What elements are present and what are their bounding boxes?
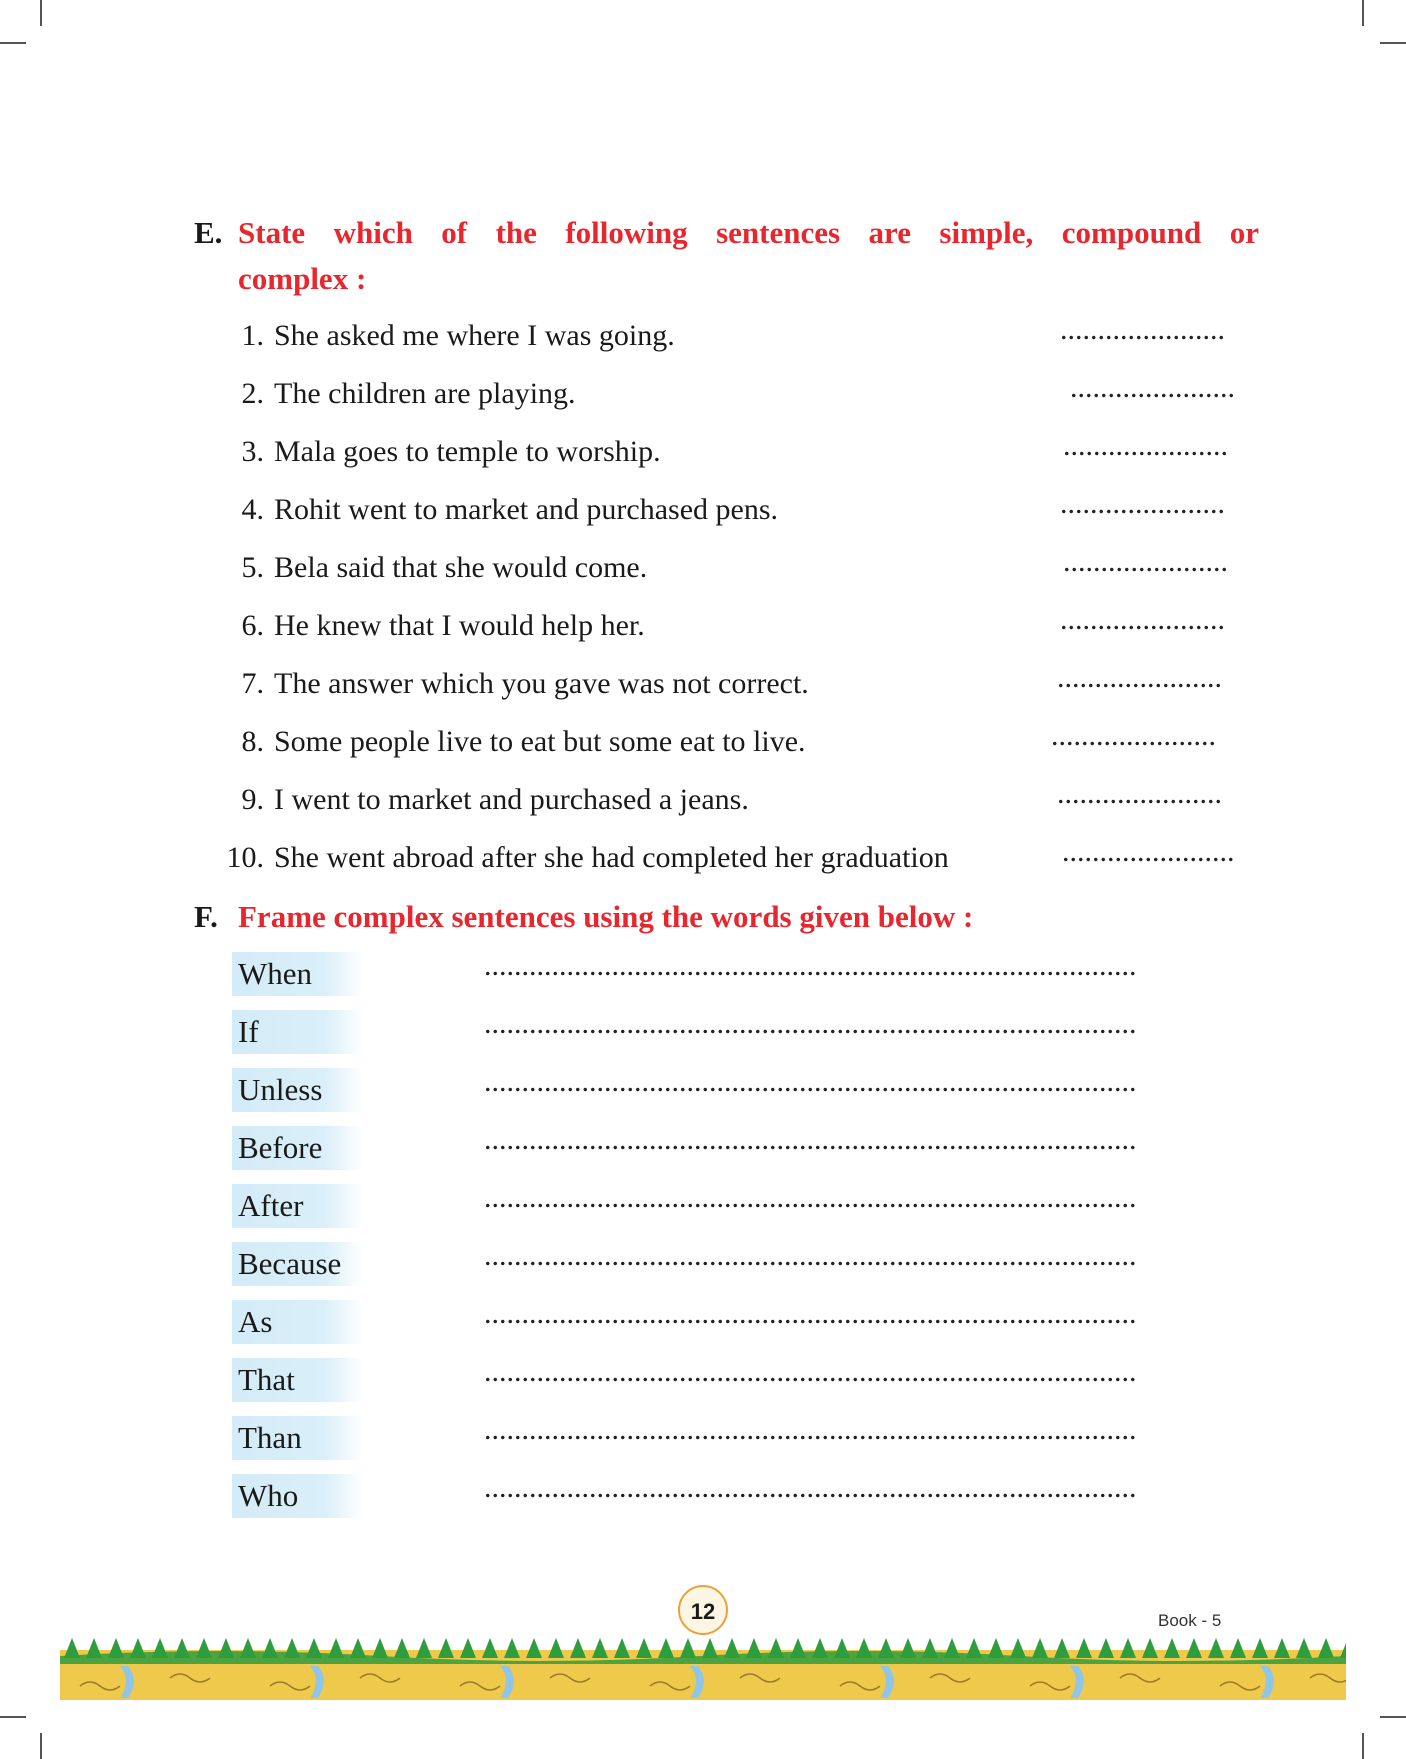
page-number: 12 [678, 1585, 728, 1635]
tree-icon [636, 1638, 652, 1658]
tree-icon [86, 1638, 102, 1658]
answer-blank[interactable]: ....................... [1062, 835, 1235, 868]
crop-mark-top-left-v [40, 0, 42, 26]
answer-blank[interactable]: ...................... [1060, 487, 1225, 520]
tree-icon [746, 1638, 762, 1658]
tree-icon [240, 1638, 256, 1658]
question-number: 6. [241, 609, 264, 642]
tree-icon [856, 1638, 872, 1658]
tree-icon [834, 1638, 850, 1658]
connector-word: Than [232, 1416, 363, 1460]
question-number: 4. [241, 493, 264, 526]
crop-mark-bottom-left-h [0, 1716, 26, 1718]
question-text: Some people live to eat but some eat to live. [274, 725, 806, 758]
sentence-blank[interactable]: ....................................................................................... [484, 1007, 1137, 1040]
tree-icon [1252, 1638, 1268, 1658]
sentence-blank[interactable]: ....................................................................................... [484, 1181, 1137, 1214]
tree-icon [1230, 1638, 1246, 1658]
question-text: I went to market and purchased a jeans. [274, 783, 749, 816]
tree-icon [394, 1638, 410, 1658]
section-f-title: Frame complex sentences using the words given below : [238, 899, 974, 934]
tree-icon [1274, 1638, 1290, 1658]
book-label: Book - 5 [1158, 1611, 1222, 1630]
tree-icon [460, 1638, 476, 1658]
tree-icon [284, 1638, 300, 1658]
question-number: 10. [226, 841, 264, 874]
answer-blank[interactable]: ...................... [1057, 661, 1222, 694]
tree-icon [526, 1638, 542, 1658]
connector-word: Who [232, 1474, 363, 1518]
question-number: 9. [241, 783, 264, 816]
tree-icon [680, 1638, 696, 1658]
tree-icon [1076, 1638, 1092, 1658]
section-e-title-line1: State which of the following sentences are simple, compound or [238, 215, 1259, 250]
question-number: 3. [241, 435, 264, 468]
crop-mark-bottom-right-h [1380, 1716, 1406, 1718]
tree-icon [482, 1638, 498, 1658]
sentence-blank[interactable]: ....................................................................................... [484, 1355, 1137, 1388]
tree-icon [570, 1638, 586, 1658]
tree-icon [306, 1638, 322, 1658]
question-text: Mala goes to temple to worship. [274, 435, 661, 468]
sentence-blank[interactable]: ....................................................................................... [484, 949, 1137, 982]
tree-icon [174, 1638, 190, 1658]
answer-blank[interactable]: ...................... [1060, 603, 1225, 636]
tree-icon [372, 1638, 388, 1658]
question-text: Rohit went to market and purchased pens. [274, 493, 779, 526]
question-text: The answer which you gave was not correct. [274, 667, 809, 700]
question-text: She went abroad after she had completed her graduation [274, 841, 949, 874]
connector-word: Before [232, 1126, 363, 1170]
tree-icon [262, 1638, 278, 1658]
tree-icon [108, 1638, 124, 1658]
tree-icon [350, 1638, 366, 1658]
question-number: 8. [241, 725, 264, 758]
tree-icon [768, 1638, 784, 1658]
tree-icon [900, 1638, 916, 1658]
tree-icon [1010, 1638, 1026, 1658]
tree-icon [724, 1638, 740, 1658]
crop-mark-top-right-v [1362, 0, 1364, 26]
answer-blank[interactable]: ...................... [1057, 777, 1222, 810]
tree-icon [64, 1638, 80, 1658]
answer-blank[interactable]: ...................... [1060, 313, 1225, 346]
tree-icon [218, 1638, 234, 1658]
sentence-blank[interactable]: ....................................................................................... [484, 1413, 1137, 1446]
tree-icon [966, 1638, 982, 1658]
tree-icon [702, 1638, 718, 1658]
tree-icon [812, 1638, 828, 1658]
answer-blank[interactable]: ...................... [1063, 429, 1228, 462]
answer-blank[interactable]: ...................... [1051, 719, 1216, 752]
section-e-title-line2: complex : [238, 261, 367, 296]
tree-icon [1032, 1638, 1048, 1658]
answer-blank[interactable]: ...................... [1063, 545, 1228, 578]
connector-word: After [232, 1184, 363, 1228]
tree-icon [944, 1638, 960, 1658]
connector-word: Unless [232, 1068, 363, 1112]
section-e-letter: E. [194, 215, 223, 250]
tree-icon [438, 1638, 454, 1658]
tree-icon [1164, 1638, 1180, 1658]
tree-icon [504, 1638, 520, 1658]
tree-icon [658, 1638, 674, 1658]
crop-mark-bottom-left-v [40, 1733, 42, 1759]
tree-icon [196, 1638, 212, 1658]
question-number: 1. [241, 319, 264, 352]
tree-icon [1296, 1638, 1312, 1658]
answer-blank[interactable]: ...................... [1070, 371, 1235, 404]
question-number: 2. [241, 377, 264, 410]
crop-mark-top-right-h [1380, 42, 1406, 44]
question-number: 5. [241, 551, 264, 584]
sentence-blank[interactable]: ....................................................................................... [484, 1065, 1137, 1098]
question-text: She asked me where I was going. [274, 319, 675, 352]
crop-mark-top-left-h [0, 42, 26, 44]
tree-icon [152, 1638, 168, 1658]
tree-icon [130, 1638, 146, 1658]
sentence-blank[interactable]: ....................................................................................... [484, 1297, 1137, 1330]
tree-icon [416, 1638, 432, 1658]
tree-icon [592, 1638, 608, 1658]
question-text: Bela said that she would come. [274, 551, 648, 584]
sentence-blank[interactable]: ....................................................................................... [484, 1239, 1137, 1272]
tree-icon [548, 1638, 564, 1658]
tree-icon [1098, 1638, 1114, 1658]
sentence-blank[interactable]: ....................................................................................... [484, 1123, 1137, 1156]
connector-word: When [232, 952, 363, 996]
crop-mark-bottom-right-v [1362, 1733, 1364, 1759]
tree-icon [922, 1638, 938, 1658]
connector-word: As [232, 1300, 363, 1344]
section-f-letter: F. [194, 899, 218, 934]
tree-icon [1186, 1638, 1202, 1658]
tree-icon [878, 1638, 894, 1658]
tree-icon [614, 1638, 630, 1658]
tree-icon [988, 1638, 1004, 1658]
tree-icon [1208, 1638, 1224, 1658]
tree-icon [1318, 1638, 1334, 1658]
tree-icon [1054, 1638, 1070, 1658]
connector-word: Because [232, 1242, 363, 1286]
tree-icon [1120, 1638, 1136, 1658]
connector-word: That [232, 1358, 363, 1402]
sentence-blank[interactable]: ....................................................................................... [484, 1471, 1137, 1504]
question-number: 7. [241, 667, 264, 700]
tree-icon [790, 1638, 806, 1658]
question-text: The children are playing. [274, 377, 576, 410]
tree-icon [328, 1638, 344, 1658]
question-text: He knew that I would help her. [274, 609, 645, 642]
tree-icon [1142, 1638, 1158, 1658]
connector-word: If [232, 1010, 363, 1054]
